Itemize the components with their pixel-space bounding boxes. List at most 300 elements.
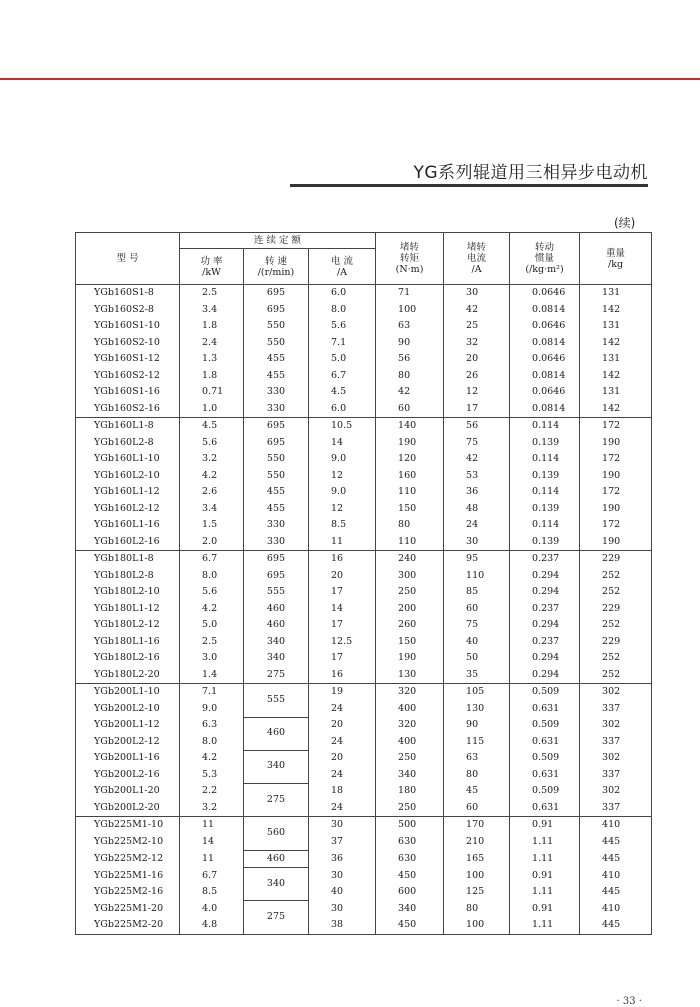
cell-locked-torque: 320: [376, 684, 444, 701]
cell-speed: 330: [244, 384, 309, 401]
cell-locked-torque: 190: [376, 435, 444, 452]
cell-weight: 142: [580, 302, 652, 319]
cell-current: 8.5: [309, 517, 376, 534]
cell-locked-torque: 42: [376, 384, 444, 401]
cell-speed: 460: [244, 850, 309, 868]
cell-speed: 275: [244, 667, 309, 684]
cell-locked-current: 75: [444, 435, 510, 452]
cell-weight: 190: [580, 468, 652, 485]
cell-weight: 302: [580, 684, 652, 701]
cell-power: 3.4: [180, 501, 244, 518]
cell-current: 7.1: [309, 335, 376, 352]
cell-weight: 229: [580, 601, 652, 618]
cell-locked-torque: 150: [376, 501, 444, 518]
cell-current: 30: [309, 901, 376, 918]
cell-current: 17: [309, 617, 376, 634]
cell-model: YGb180L1-12: [76, 601, 180, 618]
cell-inertia: 0.509: [510, 717, 580, 734]
cell-model: YGb160L2-8: [76, 435, 180, 452]
cell-current: 30: [309, 868, 376, 885]
cell-inertia: 1.11: [510, 834, 580, 851]
table-row: [76, 335, 652, 352]
table-body: [76, 285, 652, 935]
cell-current: 20: [309, 750, 376, 767]
cell-locked-current: 24: [444, 517, 510, 534]
cell-speed: 560: [244, 817, 309, 851]
cell-model: YGb200L1-20: [76, 783, 180, 800]
cell-power: 9.0: [180, 701, 244, 718]
cell-inertia: 1.11: [510, 917, 580, 934]
cell-current: 24: [309, 734, 376, 751]
cell-model: YGb160S1-12: [76, 351, 180, 368]
cell-current: 20: [309, 717, 376, 734]
header-locked-current: 堵转 电流 /A: [444, 233, 510, 285]
cell-current: 24: [309, 800, 376, 817]
cell-weight: 172: [580, 418, 652, 435]
cell-locked-torque: 80: [376, 517, 444, 534]
cell-locked-current: 56: [444, 418, 510, 435]
cell-locked-torque: 110: [376, 484, 444, 501]
cell-model: YGb160L2-10: [76, 468, 180, 485]
cell-locked-current: 45: [444, 783, 510, 800]
cell-current: 5.6: [309, 318, 376, 335]
header-rule: [0, 78, 700, 80]
cell-locked-torque: 450: [376, 868, 444, 885]
cell-speed: 695: [244, 435, 309, 452]
table-row: [76, 285, 652, 302]
cell-current: 17: [309, 650, 376, 667]
cell-speed: 330: [244, 401, 309, 418]
cell-speed: 550: [244, 468, 309, 485]
cell-power: 1.5: [180, 517, 244, 534]
cell-current: 36: [309, 850, 376, 868]
cell-current: 18: [309, 783, 376, 800]
cell-speed: 460: [244, 617, 309, 634]
cell-locked-torque: 110: [376, 534, 444, 551]
cell-model: YGb225M2-16: [76, 884, 180, 901]
cell-weight: 445: [580, 850, 652, 868]
table-row: [76, 817, 652, 834]
cell-current: 9.0: [309, 451, 376, 468]
cell-power: 6.7: [180, 551, 244, 568]
table-row: [76, 368, 652, 385]
cell-inertia: 0.237: [510, 551, 580, 568]
cell-speed: 455: [244, 368, 309, 385]
cell-speed: 695: [244, 568, 309, 585]
cell-locked-torque: 56: [376, 351, 444, 368]
cell-weight: 142: [580, 401, 652, 418]
cell-current: 5.0: [309, 351, 376, 368]
cell-weight: 172: [580, 451, 652, 468]
table-row: [76, 435, 652, 452]
cell-inertia: 0.509: [510, 783, 580, 800]
cell-inertia: 0.139: [510, 435, 580, 452]
cell-power: 3.2: [180, 800, 244, 817]
cell-power: 5.3: [180, 767, 244, 784]
cell-locked-torque: 120: [376, 451, 444, 468]
cell-inertia: 0.631: [510, 701, 580, 718]
cell-speed: 455: [244, 484, 309, 501]
table-row: [76, 834, 652, 851]
table-row: [76, 701, 652, 718]
cell-current: 4.5: [309, 384, 376, 401]
cell-locked-torque: 140: [376, 418, 444, 435]
cell-locked-torque: 340: [376, 767, 444, 784]
table-row: [76, 568, 652, 585]
cell-speed: 340: [244, 650, 309, 667]
cell-inertia: 0.0646: [510, 318, 580, 335]
table-row: [76, 800, 652, 817]
cell-inertia: 0.294: [510, 667, 580, 684]
cell-inertia: 0.237: [510, 601, 580, 618]
cell-locked-current: 210: [444, 834, 510, 851]
cell-weight: 229: [580, 634, 652, 651]
cell-inertia: 0.294: [510, 584, 580, 601]
cell-power: 2.5: [180, 634, 244, 651]
cell-speed: 695: [244, 285, 309, 302]
cell-current: 14: [309, 601, 376, 618]
cell-power: 5.6: [180, 435, 244, 452]
table-row: [76, 684, 652, 701]
cell-model: YGb200L2-20: [76, 800, 180, 817]
cell-locked-current: 32: [444, 335, 510, 352]
cell-current: 12: [309, 468, 376, 485]
cell-speed: 695: [244, 418, 309, 435]
cell-locked-torque: 450: [376, 917, 444, 934]
cell-inertia: 0.114: [510, 451, 580, 468]
cell-weight: 229: [580, 551, 652, 568]
cell-inertia: 0.509: [510, 684, 580, 701]
cell-locked-torque: 250: [376, 584, 444, 601]
cell-locked-torque: 100: [376, 302, 444, 319]
cell-inertia: 0.631: [510, 800, 580, 817]
table-row: [76, 484, 652, 501]
header-continuous-rating: 连 续 定 额: [180, 233, 376, 249]
cell-current: 38: [309, 917, 376, 934]
cell-model: YGb180L1-8: [76, 551, 180, 568]
cell-current: 12: [309, 501, 376, 518]
cell-current: 6.0: [309, 285, 376, 302]
cell-current: 24: [309, 767, 376, 784]
cell-weight: 410: [580, 868, 652, 885]
cell-weight: 302: [580, 783, 652, 800]
cell-power: 4.0: [180, 901, 244, 918]
cell-power: 1.0: [180, 401, 244, 418]
cell-inertia: 0.0814: [510, 368, 580, 385]
cell-locked-current: 17: [444, 401, 510, 418]
table-row: [76, 534, 652, 551]
cell-inertia: 0.114: [510, 418, 580, 435]
table-row: [76, 901, 652, 918]
cell-speed: 555: [244, 684, 309, 718]
cell-speed: 340: [244, 634, 309, 651]
cell-locked-torque: 630: [376, 850, 444, 868]
cell-current: 14: [309, 435, 376, 452]
cell-power: 1.8: [180, 318, 244, 335]
cell-power: 1.3: [180, 351, 244, 368]
cell-inertia: 1.11: [510, 884, 580, 901]
cell-locked-torque: 130: [376, 667, 444, 684]
cell-locked-torque: 250: [376, 750, 444, 767]
cell-locked-current: 20: [444, 351, 510, 368]
cell-model: YGb200L2-12: [76, 734, 180, 751]
cell-locked-current: 110: [444, 568, 510, 585]
cell-power: 4.8: [180, 917, 244, 934]
cell-locked-torque: 60: [376, 401, 444, 418]
cell-model: YGb180L2-12: [76, 617, 180, 634]
table-row: [76, 517, 652, 534]
table-row: [76, 767, 652, 784]
cell-power: 3.2: [180, 451, 244, 468]
cell-inertia: 0.91: [510, 868, 580, 885]
cell-power: 6.7: [180, 868, 244, 885]
cell-locked-torque: 180: [376, 783, 444, 800]
table-row: [76, 750, 652, 767]
cell-model: YGb180L2-20: [76, 667, 180, 684]
cell-locked-current: 130: [444, 701, 510, 718]
cell-locked-torque: 400: [376, 701, 444, 718]
page-number: · 33 ·: [616, 996, 642, 1007]
cell-locked-current: 48: [444, 501, 510, 518]
cell-locked-current: 25: [444, 318, 510, 335]
cell-weight: 190: [580, 534, 652, 551]
cell-power: 11: [180, 817, 244, 834]
cell-weight: 337: [580, 701, 652, 718]
cell-model: YGb200L1-16: [76, 750, 180, 767]
cell-current: 10.5: [309, 418, 376, 435]
cell-power: 8.0: [180, 734, 244, 751]
cell-model: YGb160L2-16: [76, 534, 180, 551]
title-underline: [290, 184, 648, 187]
cell-locked-torque: 200: [376, 601, 444, 618]
cell-locked-torque: 300: [376, 568, 444, 585]
table-row: [76, 884, 652, 901]
cell-power: 2.2: [180, 783, 244, 800]
cell-inertia: 0.0814: [510, 302, 580, 319]
cell-inertia: 0.294: [510, 617, 580, 634]
cell-weight: 131: [580, 351, 652, 368]
cell-locked-current: 60: [444, 601, 510, 618]
cell-current: 12.5: [309, 634, 376, 651]
cell-power: 5.0: [180, 617, 244, 634]
cell-current: 11: [309, 534, 376, 551]
cell-locked-current: 42: [444, 302, 510, 319]
cell-current: 17: [309, 584, 376, 601]
cell-power: 3.0: [180, 650, 244, 667]
cell-current: 24: [309, 701, 376, 718]
cell-inertia: 0.294: [510, 650, 580, 667]
cell-inertia: 0.0646: [510, 285, 580, 302]
cell-power: 2.5: [180, 285, 244, 302]
cell-locked-torque: 250: [376, 800, 444, 817]
cell-locked-current: 170: [444, 817, 510, 834]
cell-locked-torque: 71: [376, 285, 444, 302]
cell-model: YGb160S2-12: [76, 368, 180, 385]
cell-locked-torque: 90: [376, 335, 444, 352]
header-model: 型 号: [76, 233, 180, 285]
cell-locked-current: 30: [444, 534, 510, 551]
cell-speed: 340: [244, 868, 309, 901]
cell-weight: 131: [580, 285, 652, 302]
cell-current: 8.0: [309, 302, 376, 319]
header-speed: 转 速 /(r/min): [244, 249, 309, 285]
cell-inertia: 0.91: [510, 901, 580, 918]
cell-locked-current: 36: [444, 484, 510, 501]
cell-model: YGb160L1-10: [76, 451, 180, 468]
cell-model: YGb180L1-16: [76, 634, 180, 651]
cell-model: YGb160S2-16: [76, 401, 180, 418]
cell-locked-torque: 63: [376, 318, 444, 335]
cell-locked-current: 125: [444, 884, 510, 901]
cell-inertia: 0.0646: [510, 384, 580, 401]
cell-power: 1.4: [180, 667, 244, 684]
cell-weight: 337: [580, 767, 652, 784]
cell-current: 30: [309, 817, 376, 834]
cell-locked-current: 85: [444, 584, 510, 601]
cell-power: 14: [180, 834, 244, 851]
cell-model: YGb225M1-20: [76, 901, 180, 918]
cell-model: YGb180L2-10: [76, 584, 180, 601]
cell-inertia: 0.0814: [510, 335, 580, 352]
table-row: [76, 650, 652, 667]
cell-speed: 555: [244, 584, 309, 601]
cell-speed: 550: [244, 451, 309, 468]
cell-inertia: 0.294: [510, 568, 580, 585]
cell-power: 4.2: [180, 750, 244, 767]
table-row: [76, 468, 652, 485]
cell-weight: 445: [580, 834, 652, 851]
cell-speed: 330: [244, 534, 309, 551]
cell-inertia: 1.11: [510, 850, 580, 868]
continued-label: (续): [614, 216, 636, 230]
cell-speed: 275: [244, 783, 309, 817]
cell-power: 4.2: [180, 601, 244, 618]
cell-weight: 252: [580, 584, 652, 601]
cell-power: 11: [180, 850, 244, 868]
table-row: [76, 734, 652, 751]
cell-locked-torque: 630: [376, 834, 444, 851]
cell-inertia: 0.0814: [510, 401, 580, 418]
cell-weight: 302: [580, 750, 652, 767]
cell-current: 19: [309, 684, 376, 701]
cell-locked-torque: 340: [376, 901, 444, 918]
cell-weight: 337: [580, 734, 652, 751]
cell-speed: 550: [244, 335, 309, 352]
cell-weight: 142: [580, 368, 652, 385]
cell-power: 2.0: [180, 534, 244, 551]
cell-speed: 460: [244, 717, 309, 750]
cell-locked-torque: 500: [376, 817, 444, 834]
table-row: [76, 850, 652, 868]
table-row: [76, 717, 652, 734]
table-row: [76, 401, 652, 418]
header-current: 电 流 /A: [309, 249, 376, 285]
cell-locked-current: 100: [444, 917, 510, 934]
cell-power: 5.6: [180, 584, 244, 601]
cell-power: 7.1: [180, 684, 244, 701]
cell-inertia: 0.139: [510, 501, 580, 518]
cell-locked-current: 42: [444, 451, 510, 468]
cell-inertia: 0.631: [510, 767, 580, 784]
cell-locked-torque: 600: [376, 884, 444, 901]
cell-locked-current: 63: [444, 750, 510, 767]
cell-model: YGb200L2-10: [76, 701, 180, 718]
cell-weight: 172: [580, 517, 652, 534]
table-row: [76, 917, 652, 934]
cell-speed: 340: [244, 750, 309, 783]
page-title: YG系列辊道用三相异步电动机: [413, 163, 648, 183]
header-weight: 重量 /kg: [580, 233, 652, 285]
cell-current: 6.7: [309, 368, 376, 385]
cell-locked-torque: 150: [376, 634, 444, 651]
cell-locked-current: 165: [444, 850, 510, 868]
cell-locked-torque: 190: [376, 650, 444, 667]
cell-inertia: 0.0646: [510, 351, 580, 368]
cell-locked-current: 75: [444, 617, 510, 634]
cell-weight: 252: [580, 650, 652, 667]
table-row: [76, 501, 652, 518]
table-row: [76, 667, 652, 684]
cell-weight: 252: [580, 667, 652, 684]
cell-weight: 131: [580, 318, 652, 335]
cell-locked-current: 50: [444, 650, 510, 667]
cell-weight: 190: [580, 501, 652, 518]
cell-power: 0.71: [180, 384, 244, 401]
cell-locked-current: 115: [444, 734, 510, 751]
cell-speed: 330: [244, 517, 309, 534]
cell-locked-torque: 80: [376, 368, 444, 385]
cell-inertia: 0.509: [510, 750, 580, 767]
cell-locked-torque: 320: [376, 717, 444, 734]
cell-speed: 455: [244, 351, 309, 368]
table-row: [76, 783, 652, 800]
cell-speed: 455: [244, 501, 309, 518]
cell-inertia: 0.139: [510, 468, 580, 485]
cell-weight: 445: [580, 917, 652, 934]
table-row: [76, 384, 652, 401]
cell-model: YGb160S1-8: [76, 285, 180, 302]
cell-locked-current: 105: [444, 684, 510, 701]
cell-inertia: 0.237: [510, 634, 580, 651]
cell-speed: 695: [244, 302, 309, 319]
header-locked-torque: 堵转 转矩 (N·m): [376, 233, 444, 285]
cell-current: 16: [309, 667, 376, 684]
cell-locked-current: 95: [444, 551, 510, 568]
cell-model: YGb160S2-10: [76, 335, 180, 352]
cell-locked-torque: 400: [376, 734, 444, 751]
cell-inertia: 0.114: [510, 484, 580, 501]
cell-model: YGb225M1-10: [76, 817, 180, 834]
cell-current: 37: [309, 834, 376, 851]
table-row: [76, 601, 652, 618]
cell-current: 6.0: [309, 401, 376, 418]
cell-locked-current: 12: [444, 384, 510, 401]
cell-weight: 252: [580, 568, 652, 585]
cell-inertia: 0.139: [510, 534, 580, 551]
cell-power: 2.6: [180, 484, 244, 501]
table-row: [76, 351, 652, 368]
cell-model: YGb225M2-12: [76, 850, 180, 868]
cell-speed: 550: [244, 318, 309, 335]
cell-weight: 302: [580, 717, 652, 734]
cell-power: 6.3: [180, 717, 244, 734]
cell-model: YGb160S1-16: [76, 384, 180, 401]
header-power: 功 率 /kW: [180, 249, 244, 285]
cell-model: YGb225M2-20: [76, 917, 180, 934]
cell-model: YGb200L1-12: [76, 717, 180, 734]
cell-model: YGb225M1-16: [76, 868, 180, 885]
cell-locked-current: 80: [444, 901, 510, 918]
